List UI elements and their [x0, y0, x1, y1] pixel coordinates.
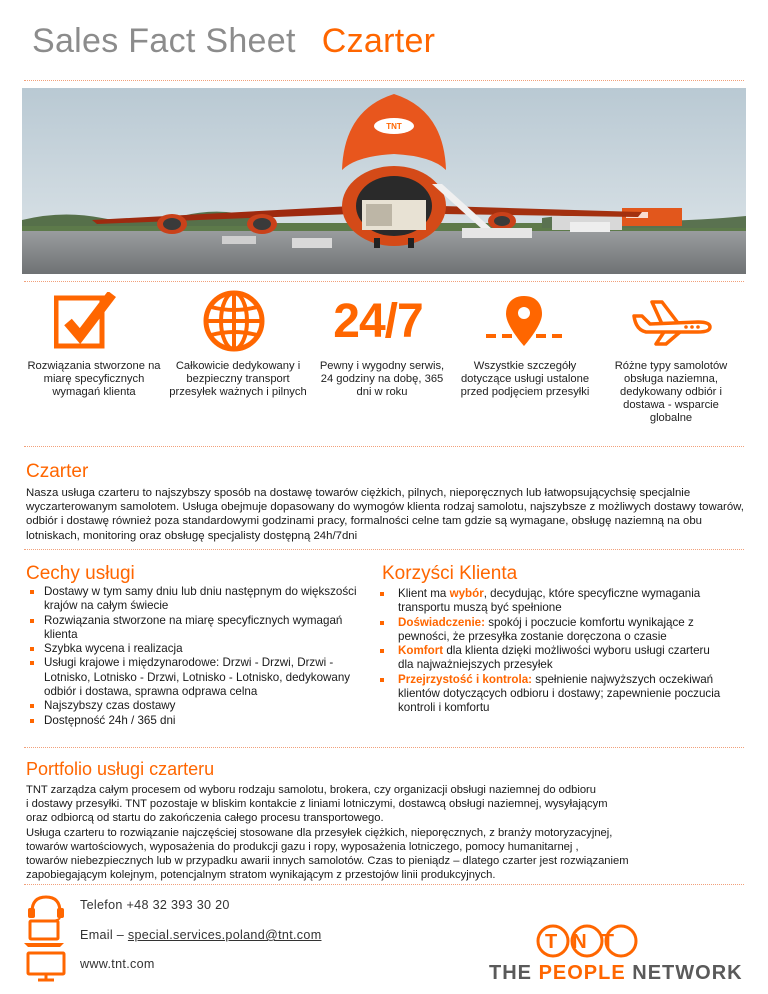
list-item: Najszybszy czas dostawy	[28, 699, 358, 713]
section-heading-portfolio: Portfolio usługi czarteru	[26, 759, 215, 779]
monitor-icon	[24, 950, 68, 982]
item-highlight: Komfort	[398, 644, 444, 658]
section-heading-cechy: Cechy usługi	[26, 563, 135, 584]
feature-icon-wrap	[30, 290, 158, 352]
list-item	[376, 673, 728, 716]
feature-text: Rozwiązania stworzone na miarę specyficznych wymagań klienta	[27, 360, 161, 398]
feature-icon-wrap	[606, 290, 734, 352]
list-item	[376, 616, 728, 645]
list-item	[376, 644, 728, 673]
section-heading-czarter: Czarter	[26, 461, 89, 482]
feature-text: Całkowicie dedykowany i bezpieczny transport przesyłek ważnych i pilnych	[169, 360, 307, 398]
title-part1: Sales Fact Sheet	[32, 22, 296, 60]
section-heading-korzysci: Korzyści Klienta	[382, 563, 518, 584]
item-text: dla klienta dzięki możliwości wyboru usługi czarteru dla najważniejszych przesyłek	[398, 644, 710, 672]
location-pin-icon	[484, 292, 564, 350]
item-highlight: Doświadczenie:	[398, 615, 485, 629]
tagline	[489, 962, 743, 985]
plane-logo: TNT	[386, 122, 402, 131]
item-text: , decydując, które specyficzne wymagania transportu muszą być spełnione	[398, 587, 701, 615]
24-7-icon: 24/7	[333, 294, 423, 348]
contact-phone: Telefon +48 32 393 30 20	[80, 898, 230, 912]
contact-email-row	[80, 928, 322, 942]
title-part2: Czarter	[321, 22, 436, 60]
tnt-logo-text: TNT	[545, 931, 629, 953]
hero-image	[22, 88, 746, 274]
list-item: Dostępność 24h / 365 dni	[28, 714, 358, 728]
list-item	[376, 587, 728, 616]
feature-text: Wszystkie szczegóły dotyczące usługi ustalone przed podjęciem przesyłki	[460, 360, 590, 398]
divider	[24, 884, 744, 885]
portfolio-text	[26, 783, 756, 882]
list-item: Szybka wycena i realizacja	[28, 642, 358, 656]
item-highlight: wybór	[449, 587, 484, 600]
checkmark-icon	[54, 292, 134, 350]
item-text: spokój i poczucie komfortu wynikające z pewności, że przesyłka zostanie doręczona o czasie	[398, 615, 694, 643]
email-link[interactable]: special.services.poland@tnt.com	[127, 928, 322, 942]
globe-icon	[201, 289, 267, 353]
laptop-icon	[22, 918, 66, 950]
feature-icon-wrap	[460, 290, 588, 352]
tnt-cargo-plane-photo	[22, 88, 746, 274]
feature-text: Różne typy samolotów obsługa naziemna, dedykowany odbiór i dostawa - wsparcie globalne	[614, 360, 728, 424]
portfolio-line: TNT zarządza całym procesem od wyboru rodzaju samolotu, brokera, czy organizacji obsługi naziemnej do odbioru	[26, 784, 597, 796]
portfolio-line: zapobiegającym kolejnym, potencjalnym stratom wynikającym z przestojów linii produkcyjnych.	[26, 869, 496, 882]
tagline-people: PEOPLE	[538, 962, 626, 984]
czarter-description: Nasza usługa czarteru to najszybszy sposób na dostawę towarów ciężkich, pilnych, nieporęcznych lub łatwopsującychsię specjalnie wyczarterowanym samolotem. Usługa obejmuje dopasowany do wymogów klienta rodzaj samolotu, najszybsze z możliwych dostawy towarów, odbiór i dostawę również poza standardowymi godzinami pracy, formalności celne tam gdzie są wymagane, obsługę naziemną na obu lotniskach, monitoring oraz obsługę specjalisty dostępną 24h/7dni	[26, 487, 744, 542]
divider	[24, 549, 744, 550]
cechy-list	[28, 585, 358, 728]
korzysci-list	[376, 587, 728, 716]
portfolio-line: oraz odbiorcą od startu do zakończenia całego procesu transportowego.	[26, 812, 384, 825]
portfolio-line: i dostawy przesyłki. TNT pozostaje w bliskim kontakcie z liniami lotniczymi, dostawcą obsługi naziemnej, wysyłającym	[26, 798, 608, 811]
airplane-icon	[628, 296, 712, 346]
tagline-the: THE	[489, 962, 539, 984]
portfolio-line: Usługa czarteru to rozwiązanie najczęściej stosowane dla przesyłek ciężkich, nieporęcznych, z branży motoryzacyjnej,	[26, 826, 613, 839]
divider	[24, 80, 744, 81]
portfolio-line: towarów wartościowych, wyposażenia do produkcji gazu i ropy, wyposażenia lotniczego, pomocy humanitarnej ,	[26, 840, 579, 853]
contact-web[interactable]: www.tnt.com	[80, 957, 155, 971]
item-highlight: Przejrzystość i kontrola:	[398, 672, 533, 686]
feature-icon-wrap	[170, 290, 298, 352]
divider	[24, 446, 744, 447]
email-label: Email –	[80, 928, 128, 942]
list-item: Rozwiązania stworzone na miarę specyficznych wymagań klienta	[28, 614, 358, 643]
list-item: Dostawy w tym samy dniu lub dniu następnym do większości krajów na całym świecie	[28, 585, 358, 614]
page-title	[32, 22, 435, 61]
item-text: spełnienie najwyższych oczekiwań klientów dotyczących odbioru i dostawy; zapewnienie poczucia kontroli i komfortu	[398, 672, 721, 715]
list-item: Usługi krajowe i międzynarodowe: Drzwi - Drzwi, Drzwi - Lotnisko, Lotnisko - Drzwi, Lotnisko - Lotnisko, dedykowany odbiór i dostawa, sprawna odprawa celna	[28, 656, 358, 699]
portfolio-line: towarów niebezpiecznych lub w przypadku awarii innych samolotów. Czas to pieniądz – dlatego czarter jest rozwiązaniem	[26, 855, 629, 868]
divider	[24, 281, 744, 282]
feature-icon-wrap	[314, 290, 442, 352]
tnt-logo	[536, 924, 638, 958]
feature-text: Pewny i wygodny serwis, 24 godziny na dobę, 365 dni w roku	[319, 360, 445, 398]
divider	[24, 747, 744, 748]
item-text: Klient ma	[398, 587, 450, 600]
tagline-network: NETWORK	[625, 962, 743, 984]
